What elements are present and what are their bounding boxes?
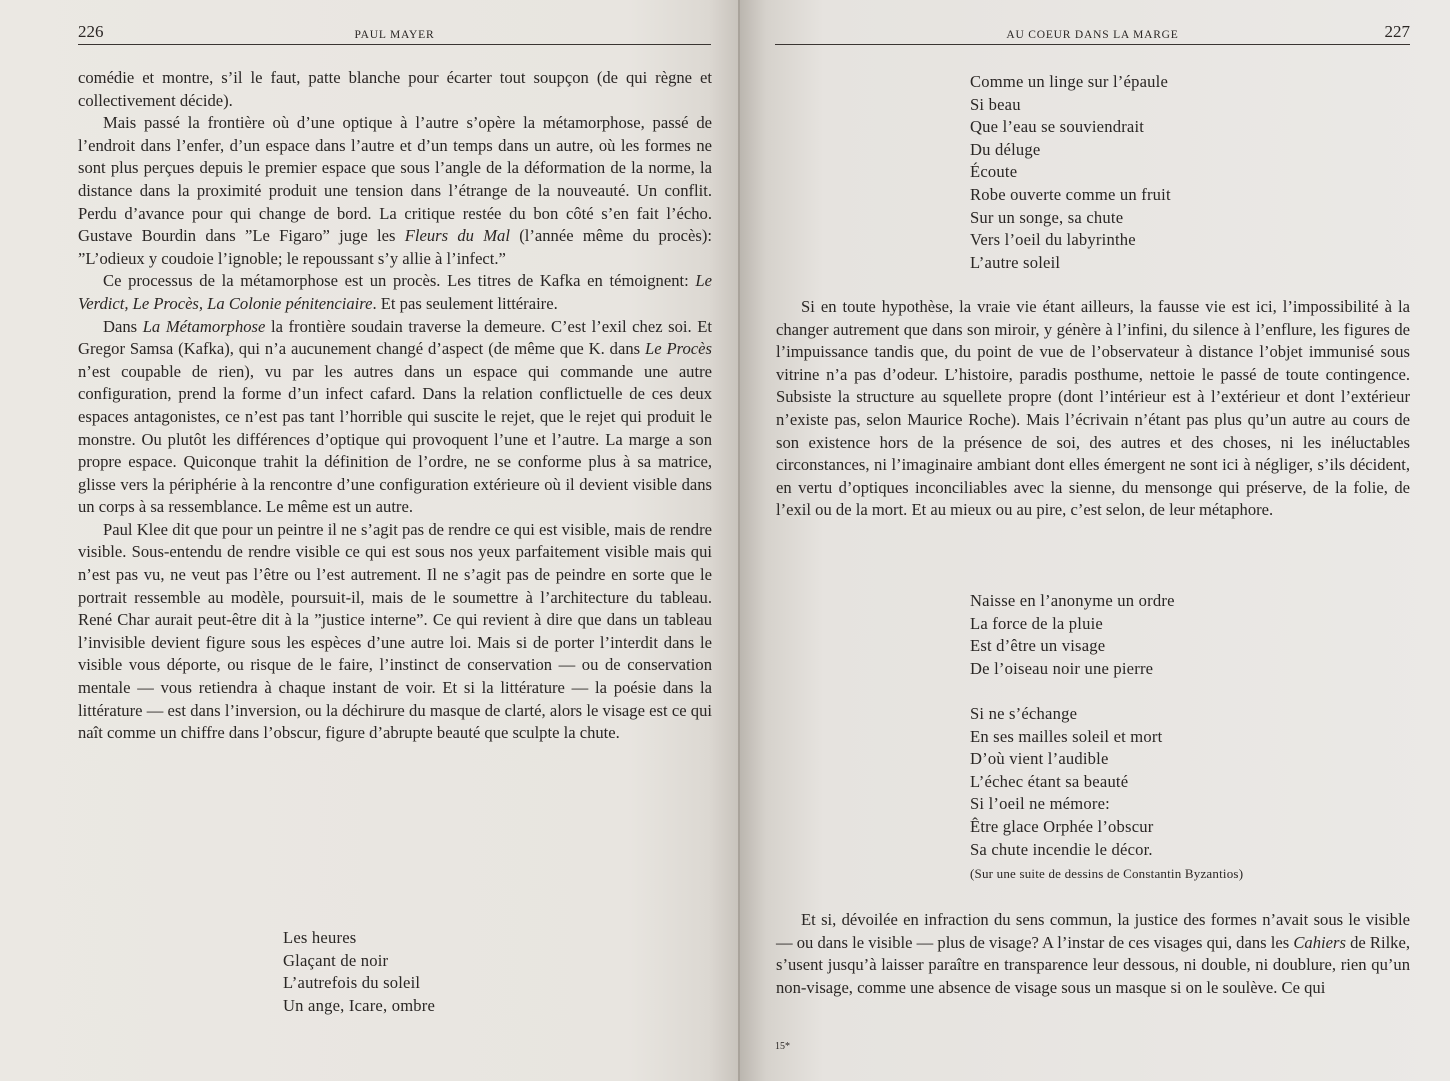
poem-line: Naisse en l’anonyme un ordre	[970, 591, 1175, 610]
right-poem-2	[970, 590, 1243, 886]
poem-line: Les heures	[283, 928, 357, 947]
poem-credit: (Sur une suite de dessins de Constantin Byzantios)	[970, 866, 1244, 882]
poem-line: L’autre soleil	[970, 252, 1061, 272]
poem-line: Que l’eau se souviendrait	[970, 117, 1145, 137]
poem-line: Un ange, Icare, ombre	[283, 995, 436, 1015]
poem-line: Si ne s’échange	[970, 703, 1078, 723]
poem-line: Si l’oeil ne mémore:	[970, 794, 1110, 814]
poem-line: D’où vient l’audible	[970, 749, 1109, 769]
poem-line: Robe ouverte comme un fruit	[970, 184, 1171, 204]
poem-line: Glaçant de noir	[283, 950, 389, 970]
paragraph: Ce processus de la métamorphose est un procès. Les titres de Kafka en témoignent: Le Verdict, Le Procès, La Colonie pénitenciaire. Et pas seulement littéraire.	[78, 271, 712, 313]
left-running-title: PAUL MAYER	[354, 29, 435, 41]
right-paragraph-1	[776, 296, 1410, 522]
poem-line: Sur un songe, sa chute	[970, 207, 1124, 227]
left-page-number: 226	[78, 22, 104, 41]
left-body-text	[78, 67, 712, 745]
paragraph: Mais passé la frontière où d’une optique à l’autre s’opère la métamorphose, passé de l’endroit dans l’enfer, d’un espace dans l’autre et d’un temps dans un autre, où les formes ne sont plus perçues depuis le premier espace que sous l’angle de la déformation de la norme, la distance dans la proximité produit une tension dans l’étrange de la nouveauté. Un conflit. Perdu d’avance pour qui change de bord. La critique restée du bon côté s’en fait l’écho. Gustave Bourdin dans ”Le Figaro” juge les Fleurs du Mal (l’année même du procès): ”L’odieux y coudoie l’ignoble; le repoussant s’y allie à l’infect.”	[78, 113, 712, 268]
poem-line: De l’oiseau noir une pierre	[970, 658, 1154, 678]
poem-line: Écoute	[970, 162, 1018, 182]
poem-line: Vers l’oeil du labyrinthe	[970, 230, 1136, 250]
poem-line: En ses mailles soleil et mort	[970, 726, 1163, 746]
poem-line: Sa chute incendie le décor.	[970, 839, 1153, 859]
poem-line: L’autrefois du soleil	[283, 973, 421, 993]
right-page-number: 227	[1384, 22, 1410, 41]
book-gutter	[738, 0, 740, 1081]
paragraph: comédie et montre, s’il le faut, patte blanche pour écarter tout soupçon (de qui règne et collectivement décide).	[78, 68, 712, 110]
poem-line: La force de la pluie	[970, 613, 1103, 633]
paragraph: Si en toute hypothèse, la vraie vie étant ailleurs, la fausse vie est ici, l’impossibilité à la changer autrement que dans son miroir, y génère à l’infini, du silence à l’enflure, les figures de l’impuissance tandis que, du point de vue de l’observateur à distance l’objet immunisé sous vitrine n’a pas d’odeur. L’histoire, paradis posthume, nettoie le passé de toute contingence. Subsiste la structure au squellete propre (dont l’intérieur est à l’extérieur et dont l’extérieur n’existe pas, selon Maurice Roche). Mais l’écrivain n’étant pas plus qu’un autre au cours de son existence hors de la présence de soi, des autres et des choses, ni les inéluctables circonstances, ni l’imaginaire ambiant dont elles émergent ne sont ici à négliger, s’ils décident, en vertu d’optiques inconciliables avec la sienne, du mensonge qui préserve, de la folie, de l’exil ou de la mort. Et au mieux ou au pire, c’est selon, de leur métaphore.	[776, 297, 1410, 520]
paragraph: Dans La Métamorphose la frontière soudain traverse la demeure. C’est l’exil chez soi. Et Gregor Samsa (Kafka), qui n’a aucunement changé d’aspect (de même que K. dans Le Procès n’est coupable de rien), vu par les autres dans un espace qui commande une autre configuration, prend la forme d’un infect cafard. Dans la relation conflictuelle de ces deux espaces antagonistes, ce n’est pas tant l’horrible qui suscite le rejet, que le rejet qui produit le monstre. Ou plutôt les différences d’optique qui provoquent l’une et l’autre. La marge a son propre espace. Quiconque trahit la définition de l’ordre, ne se conforme plus à sa matrice, glisse vers la périphérie à la rencontre d’une configuration extérieure où il devient visible dans un corps à sa ressemblance. Le même est un autre.	[78, 316, 712, 517]
signature-mark: 15*	[775, 1041, 790, 1052]
right-running-head	[775, 24, 1410, 45]
right-poem-1	[970, 71, 1171, 274]
poem-line: Du déluge	[970, 139, 1041, 159]
poem-line: Comme un linge sur l’épaule	[970, 72, 1169, 91]
left-poem	[283, 927, 435, 1017]
poem-line: Être glace Orphée l’obscur	[970, 816, 1154, 836]
paragraph: Paul Klee dit que pour un peintre il ne s’agit pas de rendre ce qui est visible, mais de rendre visible. Sous-entendu de rendre visible ce qui est sous nos yeux parfaitement visible mais qui n’est pas vu, ne veut pas l’être ou l’est autrement. Il ne s’agit pas de peindre en sorte que le portrait ressemble au modèle, poursuit-il, mais de le soumettre à l’architecture du tableau. René Char aurait peut-être dit à la ”justice interne”. Ce qui revient à dire que dans un tableau l’invisible devient figure sous les espèces d’une autre loi. Mais si de porter l’interdit dans le visible vous déporte, ou risque de le faire, l’instinct de conservation — ou de conservation mentale — vous retiendra à chaque instant de voir. Et si la littérature — la poésie dans la littérature — est dans l’inversion, ou la déchirure du masque de clarté, alors le visage est ce qui naît comme un chiffre dans l’obscur, figure d’abrupte beauté que sculpte la chute.	[78, 519, 712, 743]
right-running-title: AU COEUR DANS LA MARGE	[1006, 29, 1179, 41]
poem-line: Si beau	[970, 94, 1021, 114]
poem-line: L’échec étant sa beauté	[970, 771, 1129, 791]
paragraph: Et si, dévoilée en infraction du sens commun, la justice des formes n’avait sous le visible — ou dans le visible — plus de visage? A l’instar de ces visages qui, dans les Cahiers de Rilke, s’usent jusqu’à laisser paraître en transparence leur dessous, ni double, ni doublure, rien qu’un non-visage, comme une absence de visage sous un masque si on le soulève. Ce qui	[776, 910, 1410, 997]
right-paragraph-2	[776, 909, 1410, 999]
stanza-break	[970, 680, 1243, 703]
poem-line: Est d’être un visage	[970, 636, 1106, 656]
left-running-head	[78, 24, 711, 45]
